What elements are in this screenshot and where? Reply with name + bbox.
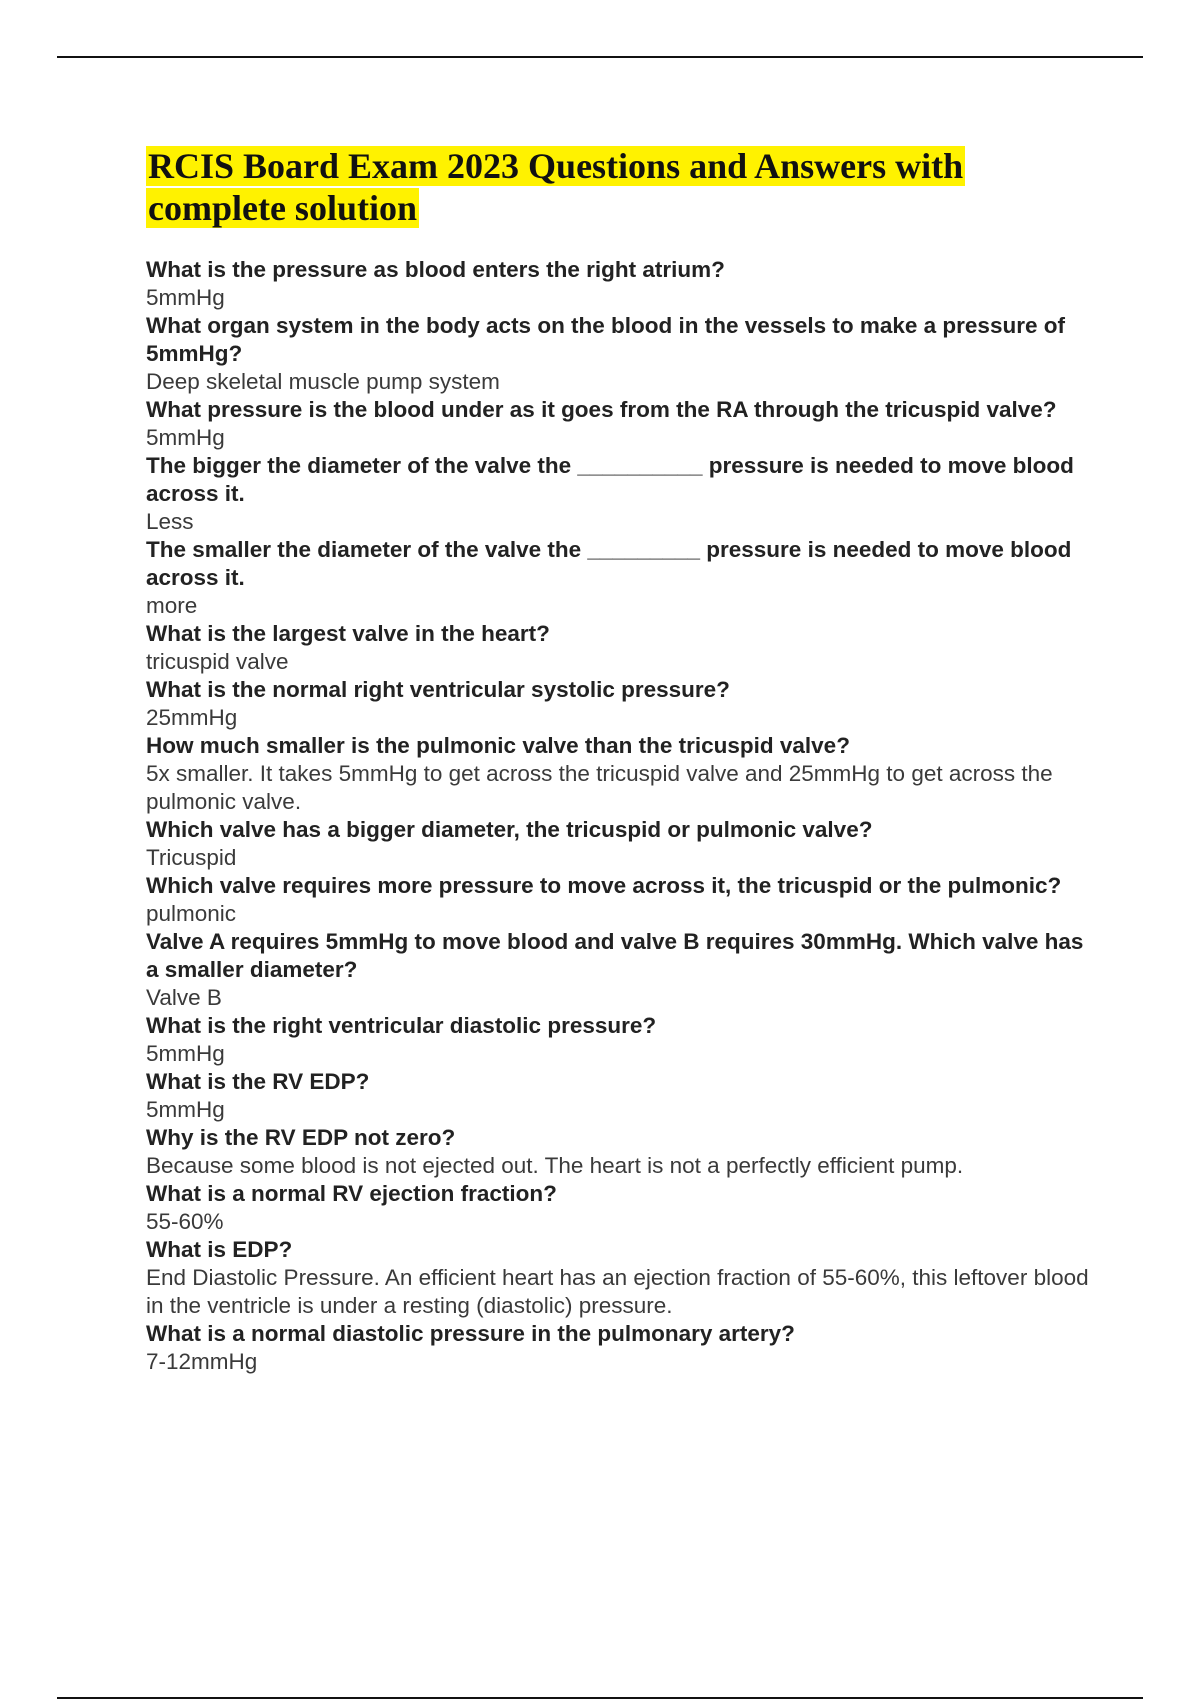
qa-item	[146, 256, 1091, 312]
qa-item	[146, 536, 1091, 620]
answer-text: 5mmHg	[146, 285, 225, 310]
bottom-rule	[57, 1697, 1143, 1699]
qa-item	[146, 928, 1091, 1012]
qa-item	[146, 676, 1091, 732]
question-text: What is the largest valve in the heart?	[146, 621, 550, 646]
highlighted-title-text: RCIS Board Exam 2023 Questions and Answers with complete solution	[148, 146, 964, 228]
qa-item	[146, 452, 1091, 536]
qa-item	[146, 1320, 1091, 1376]
question-text: Which valve requires more pressure to move across it, the tricuspid or the pulmonic?	[146, 873, 1062, 898]
answer-text: pulmonic	[146, 901, 237, 926]
qa-item	[146, 1180, 1091, 1236]
top-rule	[57, 56, 1143, 58]
document-title	[146, 145, 1091, 229]
question-text: What is a normal RV ejection fraction?	[146, 1181, 557, 1206]
qa-item	[146, 732, 1091, 816]
question-text: What is the pressure as blood enters the right atrium?	[146, 257, 725, 282]
question-text: The smaller the diameter of the valve the _________ pressure is needed to move blood across it.	[146, 537, 1072, 590]
answer-text: Valve B	[146, 985, 222, 1010]
question-text: Why is the RV EDP not zero?	[146, 1125, 456, 1150]
answer-text: 25mmHg	[146, 705, 238, 730]
answer-text: tricuspid valve	[146, 649, 289, 674]
answer-text: Because some blood is not ejected out. The heart is not a perfectly efficient pump.	[146, 1153, 964, 1178]
answer-text: 5mmHg	[146, 1097, 225, 1122]
question-text: What is the normal right ventricular systolic pressure?	[146, 677, 730, 702]
question-text: The bigger the diameter of the valve the __________ pressure is needed to move blood across it.	[146, 453, 1074, 506]
question-text: What pressure is the blood under as it goes from the RA through the tricuspid valve?	[146, 397, 1057, 422]
question-text: Which valve has a bigger diameter, the tricuspid or pulmonic valve?	[146, 817, 873, 842]
question-text: What is the RV EDP?	[146, 1069, 370, 1094]
answer-text: End Diastolic Pressure. An efficient heart has an ejection fraction of 55-60%, this leftover blood in the ventricle is under a resting (diastolic) pressure.	[146, 1265, 1089, 1318]
question-text: How much smaller is the pulmonic valve than the tricuspid valve?	[146, 733, 850, 758]
question-text: What organ system in the body acts on the blood in the vessels to make a pressure of 5mmHg?	[146, 313, 1065, 366]
qa-item	[146, 1068, 1091, 1124]
answer-text: 5mmHg	[146, 1041, 225, 1066]
qa-item	[146, 396, 1091, 452]
qa-item	[146, 620, 1091, 676]
question-text: What is EDP?	[146, 1237, 293, 1262]
qa-item	[146, 312, 1091, 396]
qa-item	[146, 1236, 1091, 1320]
qa-item	[146, 872, 1091, 928]
answer-text: more	[146, 593, 198, 618]
answer-text: Less	[146, 509, 194, 534]
qa-list	[146, 256, 1091, 1376]
question-text: What is a normal diastolic pressure in the pulmonary artery?	[146, 1321, 795, 1346]
qa-item	[146, 1124, 1091, 1180]
qa-item	[146, 1012, 1091, 1068]
answer-text: 5x smaller. It takes 5mmHg to get across the tricuspid valve and 25mmHg to get across the pulmonic valve.	[146, 761, 1053, 814]
answer-text: 5mmHg	[146, 425, 225, 450]
question-text: Valve A requires 5mmHg to move blood and valve B requires 30mmHg. Which valve has a smaller diameter?	[146, 929, 1084, 982]
answer-text: Deep skeletal muscle pump system	[146, 369, 500, 394]
answer-text: 55-60%	[146, 1209, 224, 1234]
answer-text: Tricuspid	[146, 845, 237, 870]
qa-item	[146, 816, 1091, 872]
answer-text: 7-12mmHg	[146, 1349, 258, 1374]
document-page	[146, 145, 1091, 1376]
question-text: What is the right ventricular diastolic pressure?	[146, 1013, 657, 1038]
